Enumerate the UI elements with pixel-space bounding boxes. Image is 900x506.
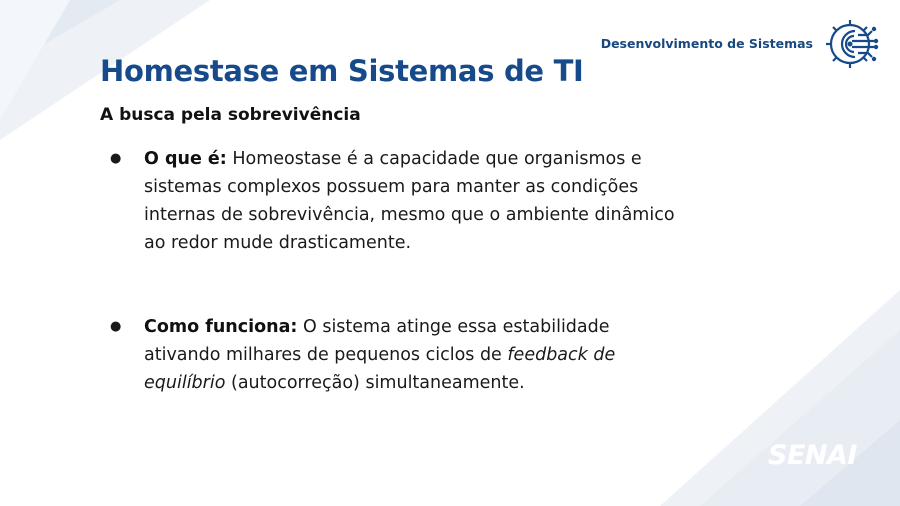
bullet-what-is: [110, 145, 690, 257]
gear-circuit-icon: [822, 14, 884, 74]
bullet-marker: ●: [110, 151, 122, 166]
bullet-body: Homeostase é a capacidade que organismos e sistemas complexos possuem para manter as condições internas de sobrevivência, mesmo que o ambiente dinâmico ao redor mude drasticamente.: [144, 149, 675, 253]
course-subject-label: Desenvolvimento de Sistemas: [600, 36, 813, 51]
bullet-body-start: O sistema atinge essa estabilidade ativando milhares de pequenos ciclos de: [144, 317, 610, 365]
bullet-text: [144, 145, 690, 257]
bullet-text: [144, 313, 690, 397]
senai-logo: SENAI: [768, 440, 857, 471]
bullet-label: Como funciona:: [144, 317, 298, 337]
bullet-marker: ●: [110, 319, 122, 334]
slide-subtitle: A busca pela sobrevivência: [100, 105, 361, 125]
bullet-how-it-works: [110, 313, 690, 397]
slide-title: Homestase em Sistemas de TI: [100, 54, 584, 88]
bullet-emphasis: feedback de equilíbrio: [144, 345, 616, 393]
bullet-label: O que é:: [144, 149, 227, 169]
bullet-body-end: (autocorreção) simultaneamente.: [225, 373, 525, 393]
